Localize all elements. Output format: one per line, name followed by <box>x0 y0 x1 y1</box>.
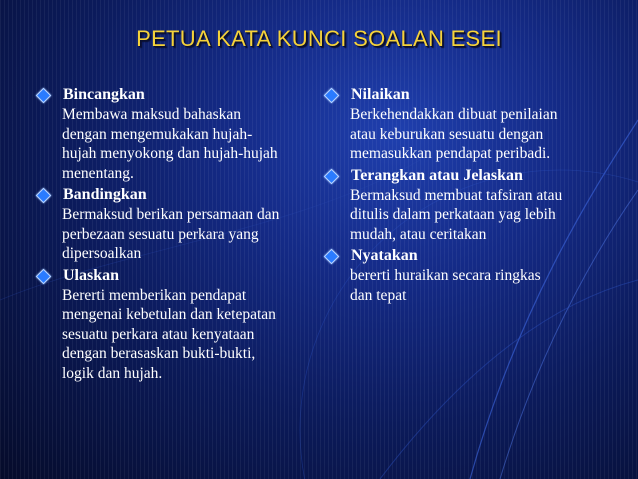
term-item <box>330 166 598 186</box>
term-item <box>42 85 320 105</box>
left-column <box>42 83 320 385</box>
right-column <box>330 83 598 307</box>
term-item <box>330 85 598 105</box>
term-label: Nyatakan <box>351 247 418 264</box>
term-description: Bermaksud berikan persamaan dan perbezaan sesuatu perkara yang dipersoalkan <box>62 206 280 262</box>
term-label: Ulaskan <box>63 266 120 284</box>
term-description: Bererti memberikan pendapat mengenai kebetulan dan ketepatan sesuatu perkara atau kenyataan dengan berasaskan bukti-bukti, logik dan hujah. <box>62 286 276 382</box>
term-description: Membawa maksud bahaskan dengan mengemukakan hujah- hujah menyokong dan hujah-hujah menentang. <box>62 106 278 182</box>
term-description: Berkehendakkan dibuat penilaian atau keburukan sesuatu dengan memasukkan pendapat peribadi. <box>350 106 558 162</box>
term-label: Bincangkan <box>63 86 145 103</box>
term-label: Bandingkan <box>63 186 147 203</box>
slide-title: PETUA KATA KUNCI SOALAN ESEI <box>136 26 502 51</box>
term-item <box>330 246 598 266</box>
term-label: Terangkan atau Jelaskan <box>351 166 523 184</box>
term-item <box>42 266 320 286</box>
term-description: Bermaksud membuat tafsiran atau ditulis dalam perkataan yag lebih mudah, atau ceritakan <box>350 186 563 243</box>
term-label: Nilaikan <box>351 86 410 103</box>
term-item <box>42 185 320 205</box>
term-description: bererti huraikan secara ringkas dan tepat <box>350 267 541 304</box>
